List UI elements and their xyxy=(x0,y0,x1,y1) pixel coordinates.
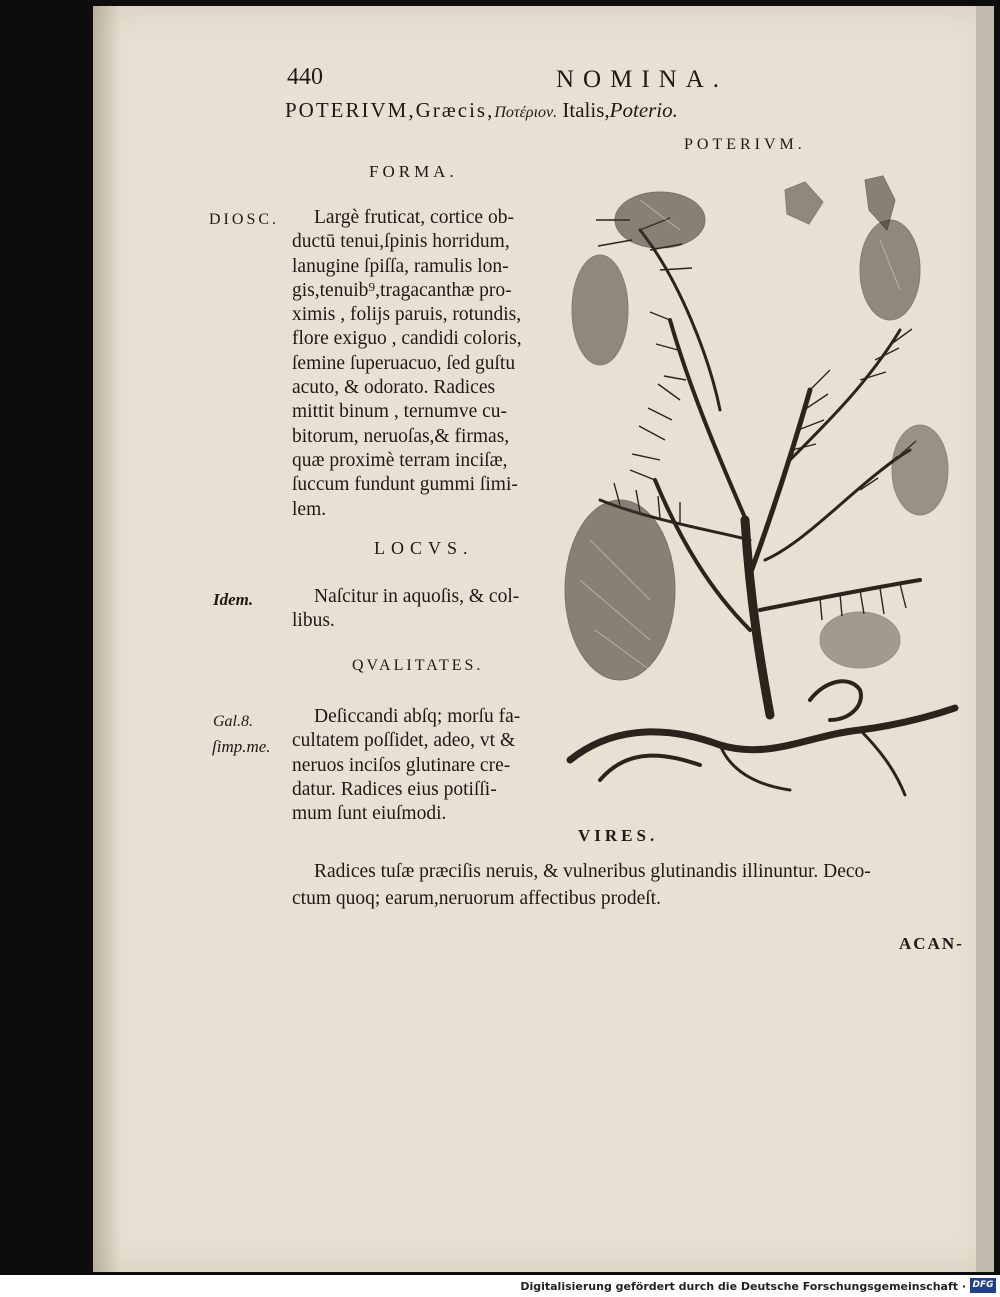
text-line: neruos inciſos glutinare cre- xyxy=(292,754,511,776)
text-line: Naſcitur in aquoſis, & col- xyxy=(314,586,520,607)
text-line: ximis , folijs paruis, rotundis, xyxy=(292,304,522,326)
text-line: mum ſunt eiuſmodi. xyxy=(292,803,447,825)
plant-woodcut-illustration xyxy=(560,160,980,805)
running-title: NOMINA. xyxy=(556,66,729,93)
locus-margin-note: Idem. xyxy=(213,590,254,609)
text-line: gis,tenuib⁹,tragacanthæ pro- xyxy=(292,279,512,301)
text-line: datur. Radices eius potiſſi- xyxy=(292,778,497,800)
qualitates-heading: QVALITATES. xyxy=(352,657,484,674)
qualitates-text xyxy=(292,705,520,826)
text-line: Largè fruticat, cortice ob- xyxy=(314,207,514,228)
text-line: ſemine ſuperuacuo, ſed guſtu xyxy=(292,352,516,374)
text-line: lem. xyxy=(292,498,327,520)
footer-bar xyxy=(0,1275,1000,1297)
dfg-logo: DFG xyxy=(970,1278,996,1293)
text-line: ductū tenui,ſpinis horridum, xyxy=(292,231,510,253)
footer-credit: Digitalisierung gefördert durch die Deutsche Forschungsgemeinschaft · xyxy=(520,1280,966,1293)
forma-text xyxy=(292,206,554,522)
text-line: bitorum, neruoſas,& firmas, xyxy=(292,425,510,447)
text-line: lanugine ſpiſſa, ramulis lon- xyxy=(292,255,509,277)
forma-margin-note: DIOSC. xyxy=(209,211,280,228)
text-line: mittit binum , ternumve cu- xyxy=(292,401,508,423)
illustration-caption: POTERIVM. xyxy=(684,136,806,153)
vires-heading: VIRES. xyxy=(578,826,659,845)
qualitates-margin-note-2: ſimp.me. xyxy=(212,737,271,756)
forma-heading: FORMA. xyxy=(369,162,458,181)
catchword: ACAN- xyxy=(899,934,964,953)
gutter-shadow xyxy=(93,6,121,1272)
text-line: libus. xyxy=(292,610,335,632)
text-line: quæ proximè terram inciſæ, xyxy=(292,449,508,471)
text-line: ſuccum fundunt gummi ſimi- xyxy=(292,474,518,496)
page-number: 440 xyxy=(287,64,323,90)
name-greek: Ποτέριον. xyxy=(494,104,558,121)
text-line: ctum quoq; earum,neruorum affectibus prodeſt. xyxy=(292,888,661,909)
text-line: Radices tuſæ præciſis neruis, & vulneribus glutinandis illinuntur. Deco- xyxy=(314,861,871,882)
name-line xyxy=(285,98,678,123)
text-line: flore exiguo , candidi coloris, xyxy=(292,328,522,350)
locus-heading: LOCVS. xyxy=(374,538,474,558)
text-line: Deſiccandi abſq; morſu fa- xyxy=(314,706,521,727)
vires-text xyxy=(292,858,871,912)
text-line: cultatem poſſidet, adeo, vt & xyxy=(292,730,516,752)
text-line: acuto, & odorato. Radices xyxy=(292,377,496,399)
name-latin: POTERIVM,Græcis, xyxy=(285,98,495,122)
name-italian: Poterio. xyxy=(609,98,678,122)
name-italis: Italis, xyxy=(562,98,610,122)
qualitates-margin-note-1: Gal.8. xyxy=(213,713,253,730)
locus-text xyxy=(292,585,519,634)
